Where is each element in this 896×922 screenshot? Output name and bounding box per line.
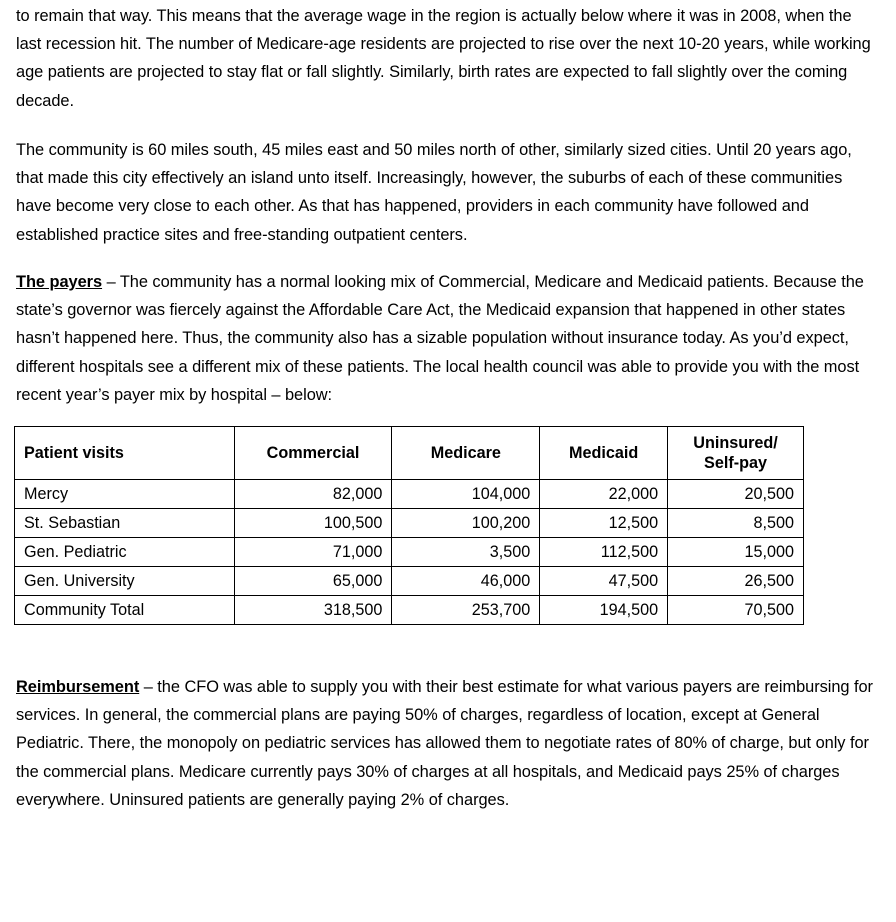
cell-commercial: 65,000 bbox=[234, 567, 392, 596]
cell-commercial: 100,500 bbox=[234, 509, 392, 538]
cell-medicaid: 22,000 bbox=[540, 480, 668, 509]
row-label: St. Sebastian bbox=[15, 509, 235, 538]
header-commercial: Commercial bbox=[234, 427, 392, 480]
header-uninsured-line2: Self-pay bbox=[704, 454, 768, 472]
header-medicare: Medicare bbox=[392, 427, 540, 480]
table-row-total bbox=[15, 596, 804, 625]
cell-medicare: 104,000 bbox=[392, 480, 540, 509]
cell-commercial: 71,000 bbox=[234, 538, 392, 567]
cell-uninsured: 8,500 bbox=[668, 509, 804, 538]
cell-medicaid: 12,500 bbox=[540, 509, 668, 538]
payers-heading: The payers bbox=[16, 273, 103, 291]
intro-paragraph: to remain that way. This means that the average wage in the region is actually below where it was in 2008, when the last recession hit. The number of Medicare-age residents are projected to rise over the next 10-20 years, while working age patients are projected to stay flat or fall slightly. Similarly, birth rates are expected to fall slightly over the coming decade. bbox=[16, 7, 871, 110]
cell-uninsured: 15,000 bbox=[668, 538, 804, 567]
cell-commercial: 82,000 bbox=[234, 480, 392, 509]
community-paragraph: The community is 60 miles south, 45 miles east and 50 miles north of other, similarly sized cities. Until 20 years ago, that made this city effectively an island unto itself. Increasingly, however, the suburbs of each of these communities have become very close to each other. As that has happened, providers in each community have followed and established practice sites and free-standing outpatient centers. bbox=[16, 141, 852, 244]
cell-medicaid: 112,500 bbox=[540, 538, 668, 567]
payers-body: – The community has a normal looking mix of Commercial, Medicare and Medicaid patients. Because the state’s governor was fiercely against the Affordable Care Act, the Medicaid expansion that happened in other states hasn’t happened here. Thus, the community also has a sizable population without insurance today. As you’d expect, different hospitals see a different mix of these patients. The local health council was able to provide you with the most recent year’s payer mix by hospital – below: bbox=[16, 273, 864, 404]
cell-medicare: 46,000 bbox=[392, 567, 540, 596]
payer-mix-table bbox=[14, 426, 804, 625]
row-label: Gen. Pediatric bbox=[15, 538, 235, 567]
row-label: Mercy bbox=[15, 480, 235, 509]
row-label: Gen. University bbox=[15, 567, 235, 596]
header-patient-visits: Patient visits bbox=[15, 427, 235, 480]
header-uninsured-self-pay bbox=[668, 427, 804, 480]
header-uninsured-line1: Uninsured/ bbox=[693, 434, 778, 452]
row-label: Community Total bbox=[15, 596, 235, 625]
table-row bbox=[15, 509, 804, 538]
cell-commercial: 318,500 bbox=[234, 596, 392, 625]
reimbursement-heading: Reimbursement bbox=[16, 678, 140, 696]
table-header-row bbox=[15, 427, 804, 480]
reimbursement-body: – the CFO was able to supply you with their best estimate for what various payers are reimbursing for services. In general, the commercial plans are paying 50% of charges, regardless of location, except at General Pediatric. There, the monopoly on pediatric services has allowed them to negotiate rates of 80% of charge, but only for the commercial plans. Medicare currently pays 30% of charges at all hospitals, and Medicaid pays 25% of charges everywhere. Uninsured patients are generally paying 2% of charges. bbox=[16, 678, 873, 809]
cell-uninsured: 26,500 bbox=[668, 567, 804, 596]
cell-uninsured: 20,500 bbox=[668, 480, 804, 509]
cell-medicare: 253,700 bbox=[392, 596, 540, 625]
cell-medicaid: 47,500 bbox=[540, 567, 668, 596]
table-row bbox=[15, 538, 804, 567]
payers-paragraph bbox=[16, 268, 876, 409]
cell-medicaid: 194,500 bbox=[540, 596, 668, 625]
header-medicaid: Medicaid bbox=[540, 427, 668, 480]
table-row bbox=[15, 480, 804, 509]
cell-medicare: 100,200 bbox=[392, 509, 540, 538]
cell-uninsured: 70,500 bbox=[668, 596, 804, 625]
cell-medicare: 3,500 bbox=[392, 538, 540, 567]
reimbursement-paragraph bbox=[16, 673, 876, 814]
table-row bbox=[15, 567, 804, 596]
